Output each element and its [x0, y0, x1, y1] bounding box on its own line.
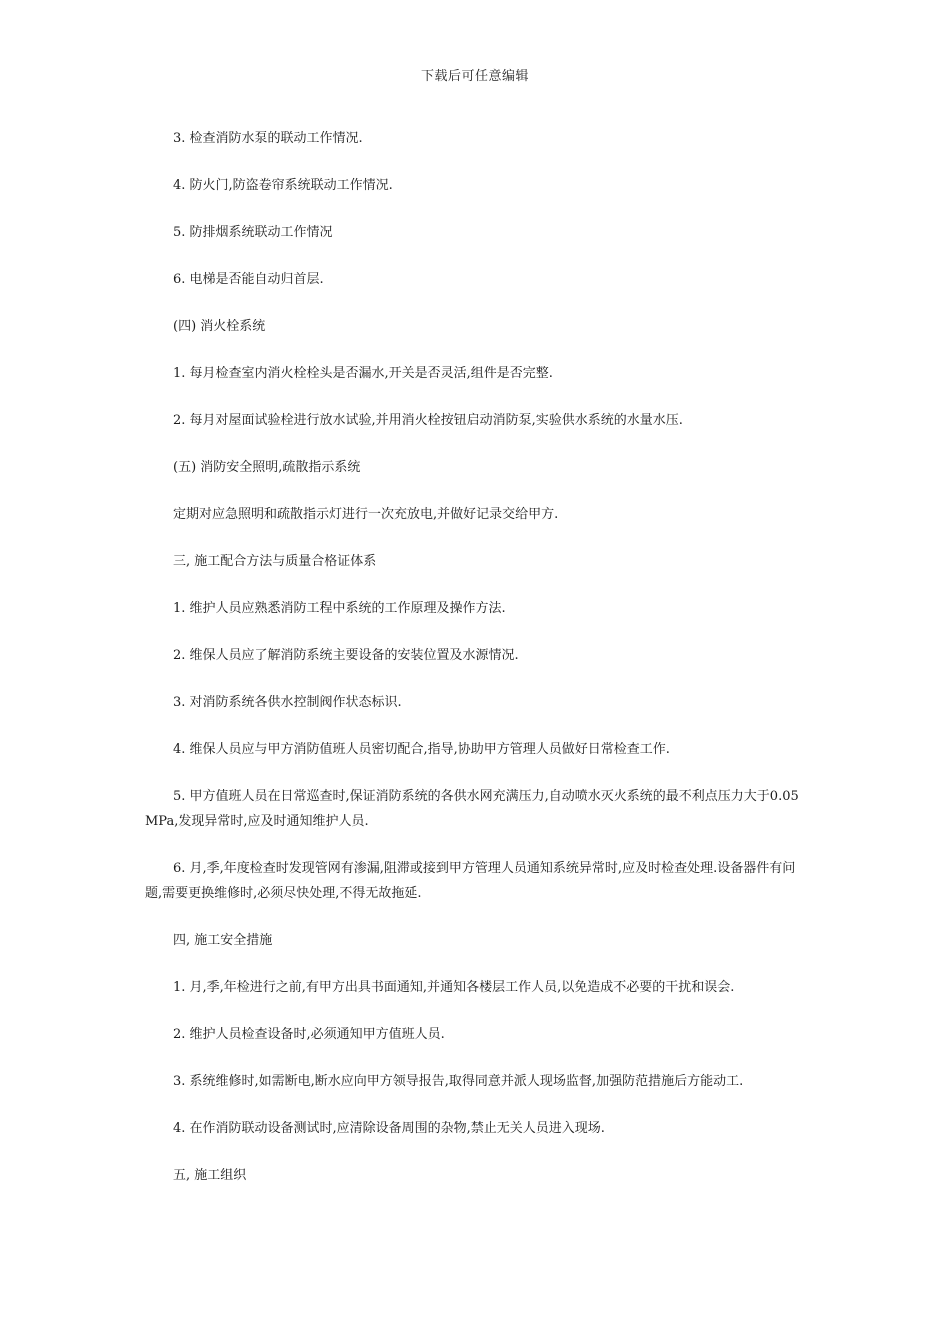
paragraph: 6. 月,季,年度检查时发现管网有渗漏,阻滞或接到甲方管理人员通知系统异常时,应及时检查处理.设备器件有问题,需要更换维修时,必须尽快处理,不得无故拖延. [145, 861, 796, 901]
paragraph: 1. 每月检查室内消火栓栓头是否漏水,开关是否灵活,组件是否完整. [173, 366, 553, 381]
paragraph: 2. 维保人员应了解消防系统主要设备的安装位置及水源情况. [173, 648, 519, 663]
paragraph: 1. 月,季,年检进行之前,有甲方出具书面通知,并通知各楼层工作人员,以免造成不必要的干扰和误会. [173, 980, 735, 995]
section-heading: (四) 消火栓系统 [173, 319, 266, 334]
paragraph: 4. 防火门,防盗卷帘系统联动工作情况. [173, 178, 393, 193]
section-heading: (五) 消防安全照明,疏散指示系统 [173, 460, 361, 475]
section-heading: 三, 施工配合方法与质量合格证体系 [173, 554, 377, 569]
document-body [145, 126, 810, 1210]
section-heading: 四, 施工安全措施 [173, 933, 273, 948]
paragraph: 6. 电梯是否能自动归首层. [173, 272, 324, 287]
paragraph: 1. 维护人员应熟悉消防工程中系统的工作原理及操作方法. [173, 601, 506, 616]
paragraph: 5. 防排烟系统联动工作情况 [173, 225, 333, 240]
paragraph: 3. 对消防系统各供水控制阀作状态标识. [173, 695, 402, 710]
paragraph: 3. 系统维修时,如需断电,断水应向甲方领导报告,取得同意并派人现场监督,加强防范措施后方能动工. [173, 1074, 744, 1089]
paragraph: 定期对应急照明和疏散指示灯进行一次充放电,并做好记录交给甲方. [173, 507, 559, 522]
header-note: 下载后可任意编辑 [420, 69, 529, 84]
paragraph: 5. 甲方值班人员在日常巡查时,保证消防系统的各供水网充满压力,自动喷水灭火系统的最不利点压力大于0.05MPa,发现异常时,应及时通知维护人员. [145, 789, 799, 829]
paragraph: 2. 维护人员检查设备时,必须通知甲方值班人员. [173, 1027, 445, 1042]
paragraph: 4. 维保人员应与甲方消防值班人员密切配合,指导,协助甲方管理人员做好日常检查工作. [173, 742, 670, 757]
section-heading: 五, 施工组织 [173, 1168, 247, 1183]
paragraph: 4. 在作消防联动设备测试时,应清除设备周围的杂物,禁止无关人员进入现场. [173, 1121, 605, 1136]
paragraph: 2. 每月对屋面试验栓进行放水试验,并用消火栓按钮启动消防泵,实验供水系统的水量水压. [173, 413, 683, 428]
paragraph: 3. 检查消防水泵的联动工作情况. [173, 131, 363, 146]
